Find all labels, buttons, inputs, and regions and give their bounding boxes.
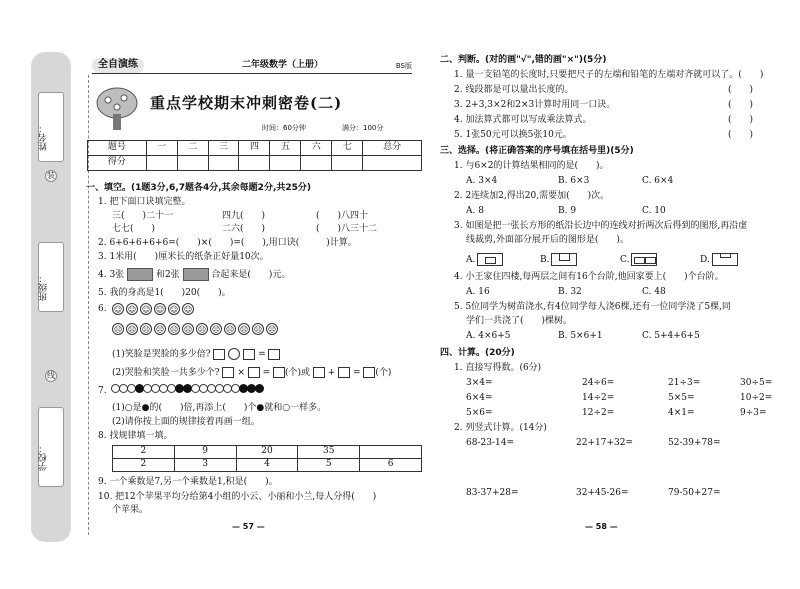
sad-face-icon: ☹ (155, 325, 165, 334)
score-header-cell: 七 (332, 141, 363, 156)
sad-face-icon: ☹ (127, 325, 137, 334)
q5-prompt[interactable]: 5. 我的身高是1( )20( )。 (98, 288, 231, 298)
calc-item[interactable]: 24÷6= (582, 378, 615, 388)
sad-face-icon: ☹ (253, 325, 263, 334)
score-cell[interactable] (208, 156, 239, 171)
smile-face-icon: ☺ (169, 305, 179, 314)
vertical-calc[interactable]: 22+17+32= (576, 438, 633, 448)
pattern-cell: 3 (174, 459, 236, 472)
calc-item[interactable]: 6×4= (466, 393, 493, 403)
judge-item[interactable]: 2. 线段都是可以量出长度的。 (454, 85, 574, 95)
smile-face-icon: ☺ (141, 305, 151, 314)
pattern-cell: 9 (174, 446, 236, 459)
q10-prompt[interactable]: 10. 把12个苹果平均分给第4小组的小云、小丽和小兰,每人分得( ) (98, 492, 377, 502)
option-letter: B. (540, 255, 550, 265)
q4-prompt[interactable] (98, 268, 290, 281)
page-title: 重点学校期末冲刺密卷(二) (150, 94, 343, 112)
shape-b-icon (551, 253, 577, 266)
school-label: 学校： (39, 444, 49, 471)
answer-box[interactable] (268, 349, 280, 360)
choice-option[interactable]: A. 8 (466, 206, 484, 216)
judge-paren[interactable]: ( ) (728, 100, 754, 110)
page-number-left: — 57 — (232, 522, 265, 531)
edition-label: BS版 (395, 62, 412, 70)
score-cell[interactable] (146, 156, 177, 171)
choice-option[interactable]: A. 3×4 (466, 176, 498, 186)
answer-box[interactable] (248, 367, 260, 378)
class-label: 班级： (39, 274, 49, 301)
q6-1: (1)笑脸是哭脸的多少倍? = (112, 348, 280, 361)
shape-a-icon (477, 253, 503, 266)
sad-face-icon: ☹ (183, 325, 193, 334)
q3-prompt[interactable]: 3. 1米用( )厘米长的纸条正好量10次。 (98, 252, 269, 262)
q1-item[interactable]: ( )八三十二 (316, 224, 378, 234)
choice-option[interactable]: A. 16 (466, 287, 490, 297)
calc-item[interactable]: 10÷2= (740, 393, 773, 403)
option-letter: A. (466, 255, 476, 265)
punch-hole: 线 (47, 371, 55, 380)
smile-face-icon: ☺ (127, 305, 137, 314)
section-4-heading: 四、计算。(20分) (440, 348, 515, 358)
calc-item[interactable]: 5×5= (668, 393, 695, 403)
q2-prompt[interactable]: 2. 6+6+6+6+6=( )×( )=( ),用口诀( )计算。 (98, 238, 357, 248)
choice-option[interactable]: C. 10 (642, 206, 666, 216)
q9-prompt[interactable]: 9. 一个乘数是7,另一个乘数是1,积是( )。 (98, 477, 278, 487)
calc-item[interactable]: 30÷5= (740, 378, 773, 388)
score-header-cell: 总分 (363, 141, 422, 156)
choice-option[interactable] (540, 253, 577, 266)
score-cell[interactable] (363, 156, 422, 171)
choice-option[interactable]: B. 5×6+1 (558, 331, 603, 341)
q1-prompt: 1. 把下面口诀填完整。 (98, 197, 191, 207)
choice-option[interactable]: A. 4×6+5 (466, 331, 511, 341)
choice-option[interactable]: C. 5+4+6+5 (642, 331, 700, 341)
q1-item[interactable]: 四九( ) (222, 211, 266, 221)
option-letter: C. (620, 255, 630, 265)
answer-box[interactable] (363, 367, 375, 378)
score-cell[interactable] (332, 156, 363, 171)
pattern-cell: 2 (113, 446, 175, 459)
pattern-cell: 4 (236, 459, 298, 472)
judge-item[interactable]: 1. 量一支铅笔的长度时,只要把尺子的左端和铅笔的左端对齐就可以了。( ) (454, 70, 764, 80)
sad-face-icon: ☹ (113, 325, 123, 334)
q6-1-prompt: (1)笑脸是哭脸的多少倍? (112, 349, 211, 360)
time-info: 时间：60分钟 (262, 124, 306, 132)
vertical-calc[interactable]: 68-23-14= (466, 438, 514, 448)
choice-option[interactable] (466, 253, 503, 266)
sad-face-icon: ☹ (197, 325, 207, 334)
crying-row (112, 323, 280, 336)
name-label: 姓名： (39, 124, 49, 151)
calc-q2: 2. 列竖式计算。(14分) (454, 423, 547, 433)
sad-face-icon: ☹ (239, 325, 249, 334)
full-score-info: 满分：100分 (342, 124, 384, 132)
unit-text: (个)或 (284, 368, 311, 378)
smile-face-icon: ☺ (183, 305, 193, 314)
q8-prompt: 8. 找规律填一填。 (98, 431, 173, 441)
pattern-cell: 2 (113, 459, 175, 472)
choice-option[interactable] (700, 253, 738, 266)
q1-item[interactable]: 三( )二十一 (112, 211, 174, 221)
choice-option[interactable]: C. 6×4 (642, 176, 674, 186)
shape-c-icon (631, 253, 657, 266)
sad-face-icon: ☹ (225, 325, 235, 334)
q1-item[interactable]: ( )八四十 (316, 211, 369, 221)
banknote-icon (183, 268, 209, 281)
q7-2: (2)请你按上面的规律接着再画一组。 (112, 417, 260, 427)
calc-item[interactable]: 3×4= (466, 378, 493, 388)
q6-2: (2)哭脸和笑脸一共多少个? × = (个)或 + = (个) (112, 368, 392, 378)
pattern-cell: 20 (236, 446, 298, 459)
score-header-cell: 一 (146, 141, 177, 156)
choice-q5-cont[interactable]: 学们一共浇了( )棵树。 (466, 316, 573, 326)
choice-q5: 5. 5位同学为树苗浇水,有4位同学每人浇6棵,还有一位同学浇了5棵,同 (454, 302, 731, 312)
answer-box[interactable] (213, 349, 225, 360)
smile-face-icon: ☺ (155, 305, 165, 314)
sad-face-icon: ☹ (169, 325, 179, 334)
answer-box[interactable] (243, 349, 255, 360)
option-letter: D. (700, 255, 710, 265)
bead-pattern (112, 384, 264, 395)
score-cell[interactable] (177, 156, 208, 171)
section-1-heading: 一、填空。(1题3分,6,7题各4分,其余每题2分,共25分) (86, 183, 312, 193)
judge-item[interactable]: 4. 加法算式都可以写成乘法算式。 (454, 115, 592, 125)
pattern-cell: 35 (298, 446, 360, 459)
calc-item[interactable]: 21÷3= (668, 378, 701, 388)
operator-circle[interactable] (228, 348, 240, 360)
vertical-calc[interactable]: 83-37+28= (466, 488, 519, 498)
pattern-cell: 5 (298, 459, 360, 472)
series-logo: 全自演练 (92, 58, 144, 73)
sad-face-icon: ☹ (141, 325, 151, 334)
q1-item[interactable]: 二六( ) (222, 224, 266, 234)
choice-option[interactable]: B. 9 (558, 206, 577, 216)
vertical-calc[interactable]: 52-39+78= (668, 438, 721, 448)
score-cell[interactable] (301, 156, 332, 171)
vertical-calc[interactable]: 79-50+27= (668, 488, 721, 498)
tree-illustration-icon (94, 86, 140, 132)
binding-strip (31, 52, 71, 542)
score-header-cell: 六 (301, 141, 332, 156)
sad-face-icon: ☹ (267, 325, 277, 334)
banknote-icon (127, 268, 153, 281)
page-header (92, 58, 412, 74)
judge-item[interactable]: 5. 1张50元可以换5张10元。 (454, 130, 572, 140)
choice-q3-cont[interactable]: 线裁剪,外面部分展开后的图形是( )。 (466, 235, 629, 245)
sad-face-icon: ☹ (211, 325, 221, 334)
pattern-cell: 6 (360, 459, 422, 472)
q7-1[interactable]: (1)○是●的( )倍,再添上( )个●就和○一样多。 (112, 403, 327, 413)
choice-option[interactable]: B. 32 (558, 287, 582, 297)
score-header-cell: 五 (270, 141, 301, 156)
judge-paren[interactable]: ( ) (728, 115, 754, 125)
pattern-blank-cell[interactable] (360, 446, 422, 459)
punch-hole: 装 (47, 171, 55, 180)
score-header-cell: 二 (177, 141, 208, 156)
answer-box[interactable] (222, 367, 234, 378)
smiley-row (112, 303, 196, 316)
q10-prompt-cont: 个苹果。 (112, 505, 149, 515)
score-header-cell: 四 (239, 141, 270, 156)
grade-label: 二年级数学（上册） (242, 60, 324, 70)
score-row-label: 得分 (88, 156, 147, 171)
answer-box[interactable] (313, 367, 325, 378)
q4-part: 4. 3张 (98, 270, 125, 280)
page-number-right: — 58 — (585, 522, 618, 531)
score-cell[interactable] (270, 156, 301, 171)
choice-q4[interactable]: 4. 小王家住四楼,每两层之间有16个台阶,他回家要上( )个台阶。 (454, 272, 724, 282)
q1-item[interactable]: 七七( ) (112, 224, 156, 234)
answer-box[interactable] (338, 367, 350, 378)
answer-box[interactable] (273, 367, 285, 378)
score-header-cell: 三 (208, 141, 239, 156)
q6-2-prompt: (2)哭脸和笑脸一共多少个? (112, 368, 220, 378)
calc-item[interactable]: 9÷3= (740, 408, 767, 418)
shape-d-icon (712, 253, 738, 266)
section-2-heading: 二、判断。(对的画"√",错的画"×")(5分) (440, 55, 607, 65)
choice-option[interactable] (620, 253, 657, 266)
choice-option[interactable]: B. 6×3 (558, 176, 590, 186)
solid-circle-icon (255, 384, 264, 393)
calc-item[interactable]: 4×1= (668, 408, 695, 418)
judge-paren[interactable]: ( ) (728, 85, 754, 95)
score-header-cell: 题号 (88, 141, 147, 156)
choice-q1[interactable]: 1. 与6×2的计算结果相同的是( )。 (454, 161, 609, 171)
unit-text: (个) (375, 368, 392, 378)
vertical-calc[interactable]: 32+45-26= (576, 488, 629, 498)
smile-face-icon: ☺ (113, 305, 123, 314)
calc-item[interactable]: 14÷2= (582, 393, 615, 403)
section-3-heading: 三、选择。(将正确答案的序号填在括号里)(5分) (440, 146, 634, 156)
score-table (87, 140, 422, 171)
choice-option[interactable]: C. 48 (642, 287, 666, 297)
calc-item[interactable]: 5×6= (466, 408, 493, 418)
judge-paren[interactable]: ( ) (728, 130, 754, 140)
q6-label: 6. (98, 304, 107, 314)
choice-q2[interactable]: 2. 2连续加2,得出20,需要加( )次。 (454, 191, 610, 201)
q7-label: 7. (98, 386, 107, 396)
calc-item[interactable]: 12÷2= (582, 408, 615, 418)
pattern-table (112, 445, 422, 472)
choice-q3: 3. 如图是把一张长方形的纸沿长边中的连线对折两次后得到的图形,再沿虚 (454, 221, 748, 231)
q4-part: 合起来是( )元。 (211, 270, 291, 280)
calc-q1: 1. 直接写得数。(6分) (454, 363, 542, 373)
judge-item[interactable]: 3. 2+3,3×2和2×3计算时用同一口诀。 (454, 100, 616, 110)
q4-part: 和2张 (155, 270, 180, 280)
score-cell[interactable] (239, 156, 270, 171)
